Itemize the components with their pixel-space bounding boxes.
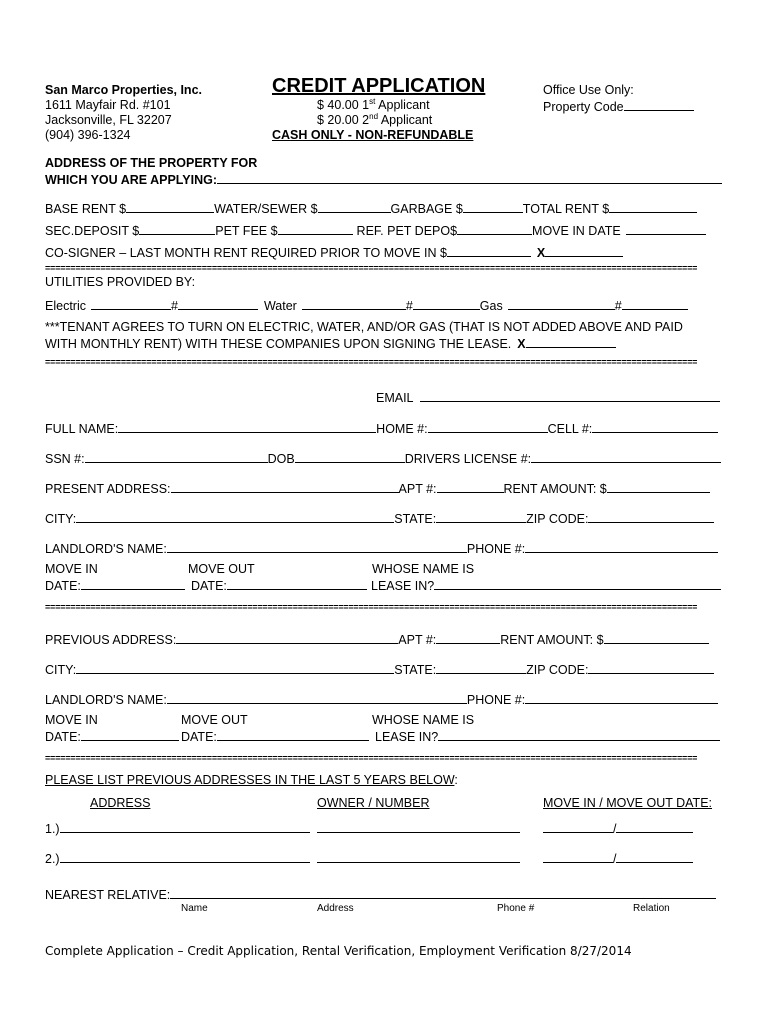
- apt-field[interactable]: APT #:: [399, 482, 504, 496]
- relative-relation-caption: Relation: [633, 903, 670, 914]
- gas-provider-field[interactable]: Gas #: [480, 299, 688, 313]
- previous-landlord-phone-field[interactable]: PHONE #:: [467, 693, 718, 707]
- previous-address-field[interactable]: PREVIOUS ADDRESS:: [45, 633, 398, 647]
- cell-phone-field[interactable]: CELL #:: [548, 422, 719, 436]
- move-in-label: MOVE IN: [45, 562, 98, 576]
- previous-landlord-row: [45, 691, 718, 708]
- water-sewer-field[interactable]: WATER/SEWER $: [214, 202, 390, 216]
- whose-name-label: WHOSE NAME IS: [372, 562, 475, 576]
- history-row-2-address[interactable]: 2.): [45, 850, 310, 867]
- previous-city-row: [45, 661, 714, 678]
- lease-name-field[interactable]: LEASE IN?: [368, 577, 721, 594]
- present-address-field[interactable]: PRESENT ADDRESS:: [45, 482, 399, 496]
- email-field[interactable]: EMAIL: [376, 389, 720, 406]
- state-field[interactable]: STATE:: [394, 512, 526, 526]
- fee-second-applicant: $ 20.00 2nd Applicant: [317, 111, 433, 127]
- move-out-label: MOVE OUT: [188, 562, 255, 576]
- utilities-heading: UTILITIES PROVIDED BY:: [45, 275, 196, 289]
- total-rent-field[interactable]: TOTAL RENT $: [523, 202, 697, 216]
- previous-landlord-name-field[interactable]: LANDLORD'S NAME:: [45, 693, 467, 707]
- city-field[interactable]: CITY:: [45, 512, 394, 526]
- previous-move-in-label: MOVE IN: [45, 713, 98, 727]
- separator: =================================================================================================================================: [45, 754, 698, 763]
- landlord-name-field[interactable]: LANDLORD'S NAME:: [45, 542, 467, 556]
- history-column-address: ADDRESS: [90, 796, 151, 810]
- history-row-2-owner[interactable]: [317, 850, 520, 867]
- city-row: [45, 510, 714, 527]
- separator: =================================================================================================================================: [45, 358, 698, 367]
- relative-name-caption: Name: [181, 903, 208, 914]
- history-row-1-dates[interactable]: /: [543, 820, 693, 837]
- separator: =================================================================================================================================: [45, 603, 698, 612]
- history-column-owner: OWNER / NUMBER: [317, 796, 430, 810]
- dob-field[interactable]: DOB: [268, 452, 405, 466]
- electric-provider-field[interactable]: Electric #: [45, 299, 258, 313]
- ssn-row: [45, 450, 721, 467]
- garbage-field[interactable]: GARBAGE $: [391, 202, 523, 216]
- present-address-row: [45, 480, 710, 497]
- previous-apt-field[interactable]: APT #:: [398, 633, 500, 647]
- nearest-relative-field[interactable]: NEAREST RELATIVE:: [45, 886, 716, 903]
- property-code-field[interactable]: Property Code: [543, 98, 694, 115]
- cosigner-field[interactable]: CO-SIGNER – LAST MONTH RENT REQUIRED PRIOR TO MOVE IN $ X: [45, 244, 623, 261]
- previous-move-in-date-field[interactable]: DATE:: [45, 728, 179, 745]
- utilities-notice-line2[interactable]: WITH MONTHLY RENT) WITH THESE COMPANIES UPON SIGNING THE LEASE. X: [45, 335, 616, 352]
- home-phone-field[interactable]: HOME #:: [376, 422, 547, 436]
- previous-zip-code-field[interactable]: ZIP CODE:: [526, 663, 714, 677]
- move-in-date-field[interactable]: MOVE IN DATE: [532, 224, 706, 238]
- move-out-date-field[interactable]: DATE:: [186, 577, 367, 594]
- company-address-line1: 1611 Mayfair Rd. #101: [45, 98, 171, 112]
- utilities-notice-line1: ***TENANT AGREES TO TURN ON ELECTRIC, WATER, AND/OR GAS (THAT IS NOT ADDED ABOVE AND PAID: [45, 320, 683, 334]
- landlord-row: [45, 540, 718, 557]
- rent-amount-field[interactable]: RENT AMOUNT: $: [504, 482, 710, 496]
- history-row-1-address[interactable]: 1.): [45, 820, 310, 837]
- office-use-label: Office Use Only:: [543, 83, 634, 97]
- property-address-field[interactable]: WHICH YOU ARE APPLYING:: [45, 171, 722, 188]
- relative-phone-caption: Phone #: [497, 903, 535, 914]
- landlord-phone-field[interactable]: PHONE #:: [467, 542, 718, 556]
- company-address-line2: Jacksonville, FL 32207: [45, 113, 172, 127]
- previous-rent-amount-field[interactable]: RENT AMOUNT: $: [500, 633, 708, 647]
- base-rent-field[interactable]: BASE RENT $: [45, 202, 214, 216]
- rent-row: [45, 200, 697, 217]
- water-provider-field[interactable]: Water #: [264, 299, 480, 313]
- previous-state-field[interactable]: STATE:: [394, 663, 526, 677]
- ssn-field[interactable]: SSN #:: [45, 452, 268, 466]
- deposit-row: [45, 222, 706, 239]
- company-phone: (904) 396-1324: [45, 128, 131, 142]
- property-address-label-line1: ADDRESS OF THE PROPERTY FOR: [45, 156, 258, 170]
- previous-city-field[interactable]: CITY:: [45, 663, 394, 677]
- cash-only-notice: CASH ONLY - NON-REFUNDABLE: [272, 128, 474, 142]
- history-column-dates: MOVE IN / MOVE OUT DATE:: [543, 796, 713, 810]
- zip-code-field[interactable]: ZIP CODE:: [526, 512, 714, 526]
- previous-move-out-label: MOVE OUT: [181, 713, 248, 727]
- utilities-row: [45, 297, 688, 314]
- move-in-date-field[interactable]: DATE:: [45, 577, 185, 594]
- page-title: CREDIT APPLICATION: [272, 75, 486, 97]
- security-deposit-field[interactable]: SEC.DEPOSIT $: [45, 224, 215, 238]
- separator: =================================================================================================================================: [45, 264, 698, 273]
- name-row: [45, 420, 718, 437]
- history-heading: PLEASE LIST PREVIOUS ADDRESSES IN THE LAST 5 YEARS BELOW:: [45, 773, 458, 787]
- drivers-license-field[interactable]: DRIVERS LICENSE #:: [405, 452, 721, 466]
- relative-address-caption: Address: [317, 903, 354, 914]
- previous-move-out-date-field[interactable]: DATE:: [181, 728, 369, 745]
- pet-fee-field[interactable]: PET FEE $: [215, 224, 352, 238]
- previous-whose-name-label: WHOSE NAME IS: [372, 713, 475, 727]
- fee-first-applicant: $ 40.00 1st Applicant: [317, 96, 430, 112]
- history-row-2-dates[interactable]: /: [543, 850, 693, 867]
- ref-pet-deposit-field[interactable]: REF. PET DEPO$: [357, 224, 533, 238]
- previous-lease-name-field[interactable]: LEASE IN?: [372, 728, 720, 745]
- full-name-field[interactable]: FULL NAME:: [45, 422, 376, 436]
- footer-note: Complete Application – Credit Application, Rental Verification, Employment Verification 8/27/2014: [45, 944, 632, 958]
- history-row-1-owner[interactable]: [317, 820, 520, 837]
- company-name: San Marco Properties, Inc.: [45, 83, 202, 97]
- previous-address-row: [45, 631, 709, 648]
